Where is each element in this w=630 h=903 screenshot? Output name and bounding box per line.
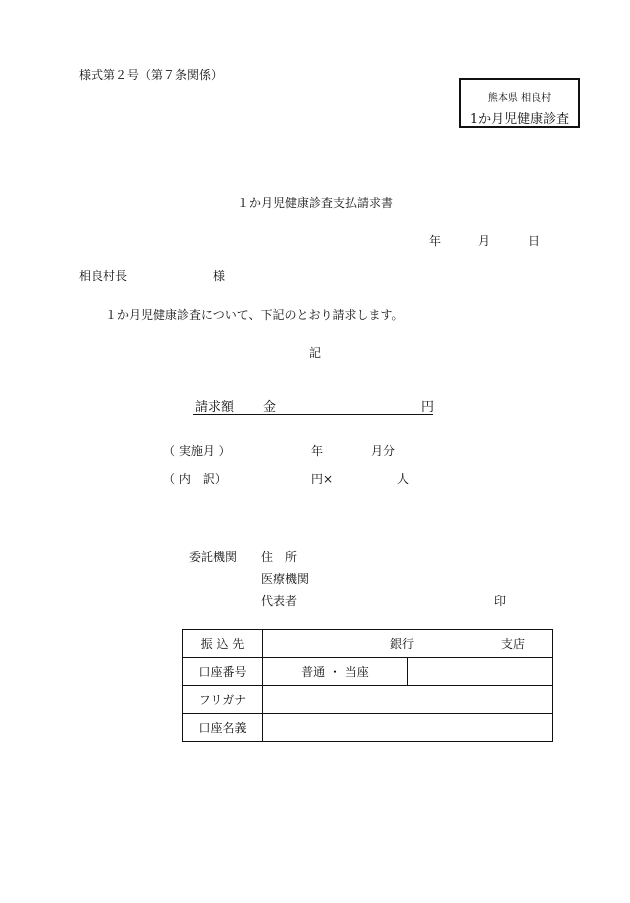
implementation-year: 年 [311,444,324,458]
issuer-box [459,78,580,128]
table-row [183,630,553,658]
furigana-field [263,686,553,714]
amount-label: 請求額 [195,400,235,415]
amount-yen: 円 [421,400,435,415]
issuer-municipality: 熊本県 相良村 [487,93,552,104]
breakdown-label: （ 内 訳） [163,472,227,486]
bank-label: 銀行 [390,637,415,651]
branch-label: 支店 [501,637,526,651]
form-number: 様式第２号（第７条関係） [79,68,224,82]
document-title: １か月児健康診査支払請求書 [237,196,394,210]
table-row [183,714,553,742]
table-row [183,658,553,686]
contractor-representative-label: 代表者 [261,594,298,608]
addressee-name: 相良村長 [79,269,128,283]
account-number-label: 口座番号 [183,658,263,686]
amount-kin: 金 [263,400,277,415]
breakdown-yen-times: 円× [311,472,334,486]
table-row [183,686,553,714]
amount-underline [193,414,433,415]
implementation-month: 月分 [371,444,396,458]
date-day: 日 [528,234,541,248]
furigana-label: フリガナ [183,686,263,714]
transfer-label: 振 込 先 [183,630,263,658]
bank-account-table [182,629,553,742]
transfer-field [263,630,553,658]
ki-heading: 記 [309,346,322,360]
contractor-institution-label: 医療機関 [261,572,310,586]
account-name-label: 口座名義 [183,714,263,742]
date-year: 年 [429,234,442,248]
account-type-field: 普通 ・ 当座 [263,658,408,686]
seal-mark: 印 [494,594,507,608]
account-name-field [263,714,553,742]
date-month: 月 [478,234,491,248]
contractor-label: 委託機関 [189,550,238,564]
issuer-program: 1か月児健康診査 [469,112,570,127]
addressee-honorific: 様 [213,269,226,283]
implementation-label: （ 実施月 ） [163,444,231,458]
account-number-field [408,658,553,686]
request-statement: １か月児健康診査について、下記のとおり請求します。 [105,308,404,322]
breakdown-people: 人 [397,472,410,486]
contractor-address-label: 住 所 [261,550,298,564]
